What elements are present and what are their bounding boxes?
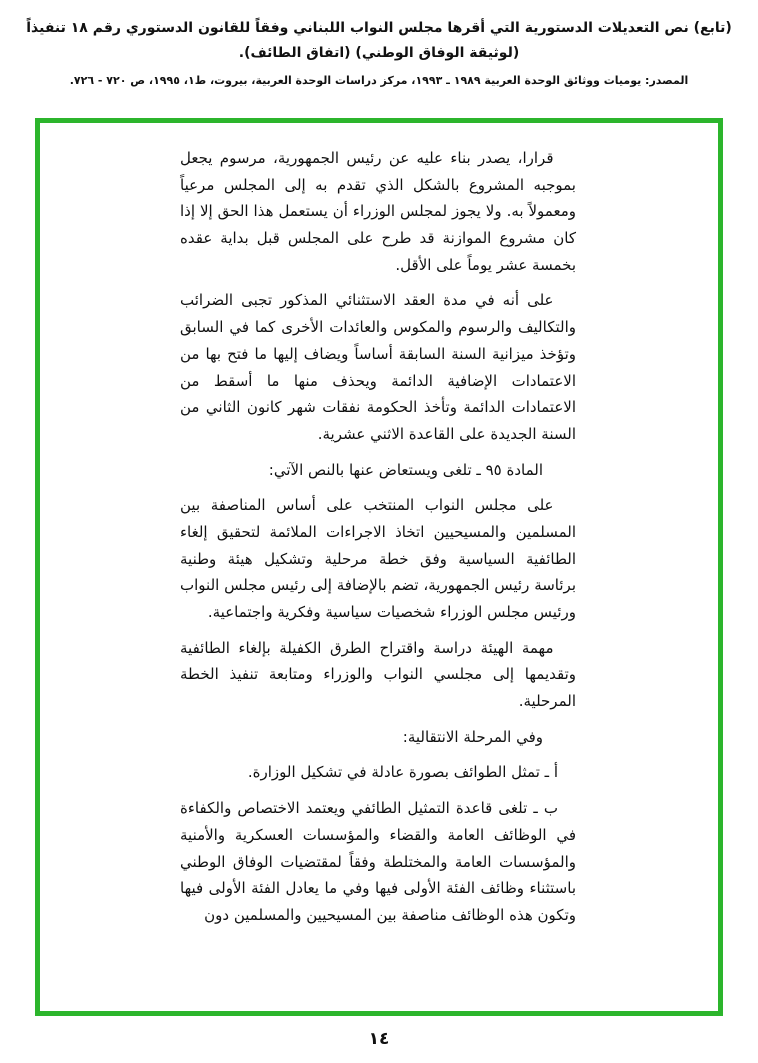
document-title: (تابع) نص التعديلات الدستورية التي أقرها مجلس النواب اللبناني وفقاً للقانون الدستوري رقم ١٨ تنفيذاً (لوثيقة الوفاق الوطني) (اتفاق الطائف). [26,20,732,61]
source-citation: المصدر: يوميات ووثائق الوحدة العربية ١٩٨٩ ـ ١٩٩٣، مركز دراسات الوحدة العربية، بيروت، ط١، ١٩٩٥، ص ٧٢٠ - ٧٢٦. [69,74,689,87]
paragraph-clause-a: أ ـ تمثل الطوائف بصورة عادلة في تشكيل الوزارة. [247,763,558,782]
text-column [40,123,718,929]
paragraph-clause-b: ب ـ تلغى قاعدة التمثيل الطائفي ويعتمد الاختصاص والكفاءة في الوظائف العامة والقضاء والمؤسسات العسكرية والأمنية والمؤسسات العامة والمختلطة وفقاً لمقتضيات الوفاق الوطني باستثناء وظائف الفئة الأولى فيها وفي ما يعادل الفئة الأولى فيها وتكون هذه الوظائف مناصفة بين المسيحيين والمسلمين دون [180,799,576,924]
page-number: ١٤ [368,1029,390,1049]
document-header [8,16,750,87]
paragraph-decree: قرارا، يصدر بناء عليه عن رئيس الجمهورية، مرسوم يجعل بموجبه المشروع بالشكل الذي تقدم به إلى المجلس مرعياً ومعمولاً به. ولا يجوز لمجلس الوزراء أن يستعمل هذا الحق إلا إذا كان مشروع الموازنة قد طرح على المجلس قبل بداية عقده بخمسة عشر يوماً على الأقل. [180,149,576,274]
paragraph-article-95-heading: المادة ٩٥ ـ تلغى ويستعاض عنها بالنص الآتي: [268,460,543,479]
green-border-frame [35,118,723,1016]
paragraph-committee-mission: مهمة الهيئة دراسة واقتراح الطرق الكفيلة بإلغاء الطائفية وتقديمها إلى مجلسي النواب والوزراء ومتابعة تنفيذ الخطة المرحلية. [180,638,576,711]
paragraph-parliament-parity: على مجلس النواب المنتخب على أساس المناصفة بين المسلمين والمسيحيين اتخاذ الاجراءات الملائمة لتحقيق إلغاء الطائفية السياسية وفق خطة مرحلية وتشكيل هيئة وطنية برئاسة رئيس الجمهورية، تضم بالإضافة إلى رئيس مجلس النواب ورئيس مجلس الوزراء شخصيات سياسية وفكرية واجتماعية. [180,496,576,621]
paragraph-exceptional-session: على أنه في مدة العقد الاستثنائي المذكور تجبى الضرائب والتكاليف والرسوم والمكوس والعائدات الأخرى كما في السابق وتؤخذ ميزانية السنة السابقة أساساً ويضاف إليها ما فتح بها من الاعتمادات الإضافية الدائمة ويحذف منها ما أسقط من الاعتمادات الدائمة وتأخذ الحكومة نفقات شهر كانون الثاني من السنة الجديدة على القاعدة الاثني عشرية. [180,291,576,443]
paragraph-transitional-phase-heading: وفي المرحلة الانتقالية: [402,727,543,746]
